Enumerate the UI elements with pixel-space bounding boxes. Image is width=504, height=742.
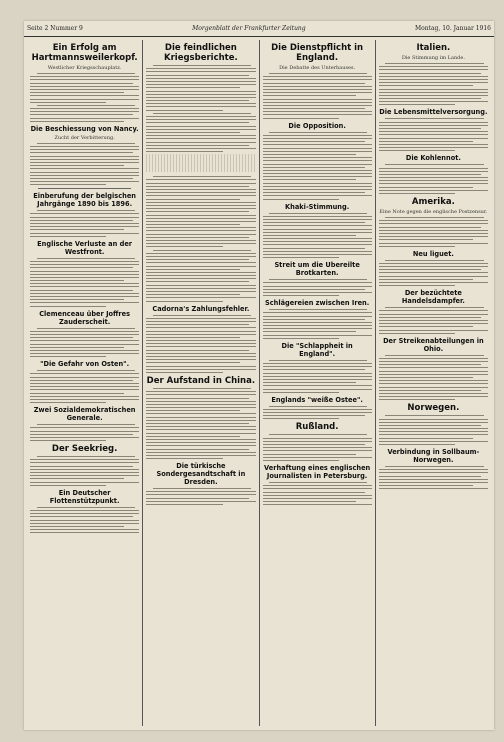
column-4 xyxy=(376,40,491,726)
article-body xyxy=(379,355,488,401)
headline-food-supply: Die Lebensmittelversorgung. xyxy=(379,108,488,117)
headline-norway-sub: Verbindung in Sollbaum-Norwegen. xyxy=(387,448,480,464)
article-body xyxy=(379,217,488,247)
subhead-nancy: Zucht der Verbitterung. xyxy=(54,134,115,141)
headline-turkish-embassy: Die türkische Sondergesandtschaft in Dresden. xyxy=(156,462,246,487)
dense-text-block xyxy=(146,154,255,172)
headline-italy: Italien. xyxy=(416,43,451,53)
headline-merchant-steamer: Der bezüchtete Handelsdampfer. xyxy=(401,289,465,306)
headline-slackness: Die "Schlappheit in England". xyxy=(281,341,353,358)
column-3 xyxy=(260,40,376,726)
article-body xyxy=(379,118,488,151)
article-body xyxy=(30,507,139,534)
headline-cadorna: Cadorna's Zahlungsfehler. xyxy=(152,304,250,313)
headline-russia: Rußland. xyxy=(295,422,339,433)
article-body xyxy=(263,279,372,296)
headline-white-ostsee: Englands "weiße Ostee". xyxy=(271,395,363,404)
article-body xyxy=(146,388,255,459)
article-body xyxy=(30,143,139,185)
subhead-commons-debate: Die Debatte des Unterhauses. xyxy=(279,65,356,71)
article-body xyxy=(263,73,372,119)
headline-norway: Norwegen. xyxy=(407,403,460,414)
newspaper-page xyxy=(24,21,494,730)
article-body xyxy=(263,213,372,259)
article-body xyxy=(379,466,488,489)
header-page-number: Seite 2 Nummer 9 xyxy=(27,25,83,32)
headline-belgian-conscripts: Einberufung der belgischen Jahrgänge 1890 bis 1896. xyxy=(33,192,136,209)
article-body xyxy=(379,164,488,194)
article-body xyxy=(263,406,372,420)
article-body xyxy=(30,258,139,307)
article-body xyxy=(30,424,139,441)
headline-journalist-arrest: Verhaftung eines englischen Journalisten in Petersburg. xyxy=(263,463,371,480)
column-2 xyxy=(143,40,259,726)
headline-china: Der Aufstand in China. xyxy=(146,375,256,386)
article-body xyxy=(30,370,139,403)
article-body xyxy=(30,456,139,486)
headline-hartmannsweilerkopf: Ein Erfolg am Hartmannsweilerkopf. xyxy=(31,43,138,63)
headline-enemy-reports: Die feindlichen Kriegsberichte. xyxy=(164,43,238,63)
subhead-western-front: Westlicher Kriegsschauplatz. xyxy=(47,65,122,71)
headline-bread-cards: Streit um die Ubereilte Brotkarten. xyxy=(274,261,360,278)
article-body xyxy=(146,315,255,373)
page-header xyxy=(24,21,494,37)
article-body xyxy=(379,415,488,445)
divider xyxy=(38,188,131,189)
headline-danger-east: "Die Gefahr von Osten". xyxy=(40,360,130,369)
article-body xyxy=(30,210,139,237)
article-body xyxy=(30,73,139,122)
headline-english-losses: Englische Verluste an der Westfront. xyxy=(37,239,133,256)
header-paper-name: Morgenblatt der Frankfurter Zeitung xyxy=(192,25,306,32)
subhead-postal-censorship: Eine Note gegen die englische Postzensur. xyxy=(379,209,488,215)
article-body xyxy=(263,309,372,339)
columns xyxy=(27,40,491,726)
headline-ohio-strike: Der Streikenabteilungen in Ohio. xyxy=(383,336,484,353)
headline-khaki: Khaki-Stimmung. xyxy=(285,202,350,211)
column-1 xyxy=(27,40,143,726)
headline-opposition: Die Opposition. xyxy=(288,121,346,130)
subhead-italy-mood: Die Stimmung im Lande. xyxy=(401,55,465,61)
article-body xyxy=(263,132,372,200)
headline-irish-fights: Schlägereien zwischen Iren. xyxy=(264,299,370,308)
article-body xyxy=(263,482,372,505)
article-body xyxy=(263,434,372,461)
headline-neu-liguet: Neu liguet. xyxy=(412,249,454,258)
article-body xyxy=(30,328,139,358)
article-body xyxy=(379,260,488,287)
headline-coal-shortage: Die Kohlennot. xyxy=(405,154,461,163)
headline-america: Amerika. xyxy=(411,197,455,207)
headline-generals: Zwei Sozialdemokratischen Generale. xyxy=(33,406,136,423)
headline-nancy: Die Beschiessung von Nancy. xyxy=(30,124,139,133)
header-date: Montag, 10. Januar 1916 xyxy=(414,25,491,32)
article-body xyxy=(379,307,488,334)
headline-naval-war: Der Seekrieg. xyxy=(51,444,118,455)
article-body xyxy=(146,488,255,505)
article-body xyxy=(146,176,255,301)
article-body xyxy=(146,65,255,152)
headline-conscription-england: Die Dienstpflicht in England. xyxy=(271,43,364,63)
article-body xyxy=(263,360,372,393)
article-body xyxy=(379,63,488,105)
headline-fleet-base: Ein Deutscher Flottenstützpunkt. xyxy=(49,488,120,505)
headline-clemenceau: Clemenceau über Joffres Zauderscheit. xyxy=(39,309,131,326)
